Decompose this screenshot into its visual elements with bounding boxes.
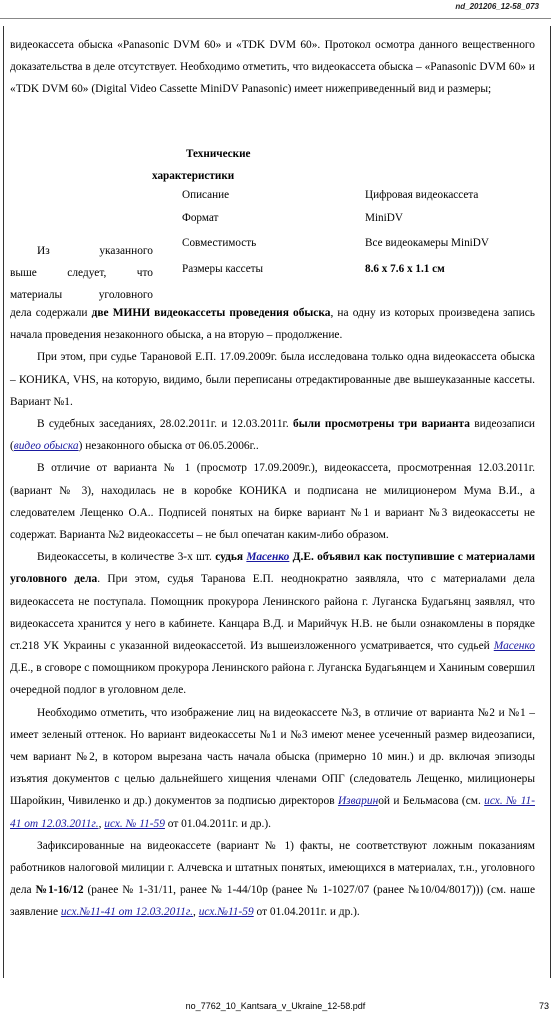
paragraph-3: При этом, при судье Тарановой Е.П. 17.09.2009г. была исследована только одна видеокассета обыска – КОНИКА, VHS, на которую, видимо, были переписаны отредактированные две вышеуказанные кассеты. Вариант №1. [10, 351, 535, 408]
side-text: Из указанного выше следует, что материалы уголовного [10, 245, 153, 301]
spec-value-1: MiniDV [365, 212, 403, 224]
statement-11-59-link[interactable]: исх.№11-59 [198, 906, 254, 919]
specs-title-line1: Технические [186, 148, 251, 160]
spec-value-0: Цифровая видеокассета [365, 189, 479, 201]
spec-value-3: 8.6 x 7.6 x 1.1 см [365, 263, 445, 275]
spec-value-2: Все видеокамеры MiniDV [365, 237, 489, 249]
specs-title-line2: характеристики [152, 170, 235, 182]
paragraph-5: В отличие от варианта № 1 (просмотр 17.09.2009г.), видеокассета, просмотренная 12.03.2011г. (вариант № 3), находилась не в коробке КОНИКА и подписана не милиционером Мума В.И., а следователем Лещенко О.А.. Подписей понятых на бирке вариант №1 и вариант №3 видеокассеты не содержат. Варианта №2 видеокассеты – не был опечатан каким-либо образом. [10, 462, 535, 542]
spec-label-0: Описание [182, 189, 230, 201]
page-number: 73 [538, 1001, 549, 1011]
paragraph-6: Видеокассеты, в количестве 3-х шт. судья Масенко Д.Е. объявил как поступившие с материалами уголовного дела. При этом, судья Таранова Е.П. неоднократно заявляла, что с материалами дела видеокассета не поступала. Помощник прокурора Ленинского района г. Луганска Будагьянц заявлял, что видеокассета хранится у него в кабинете. Канцара В.Д. и Марийчук Н.В. не были ознакомлены в порядке ст.218 УК Украины с указанной видеокассетой. Из вышеизложенного усматривается, что судьей Масенко Д.Е., в сговоре с помощником прокурора Ленинского района г. Луганска Будагьянцем и Ханиным совершил очередной подлог в уголовном деле. [10, 551, 536, 697]
paragraph-1: видеокассета обыска «Panasonic DVM 60» и «TDK DVM 60». Протокол осмотра данного вещественного доказательства в деле отсутствует. Необходимо отметить, что видеокассета обыска – «Panasonic DVM 60» и «TDK DVM 60» (Digital Video Cassette MiniDV Panasonic) имеет нижеприведенный вид и размеры; [10, 39, 535, 96]
paragraph-2: дела содержали две МИНИ видеокассеты проведения обыска, на одну из которых произведена запись начала проведения незаконного обыска, а на вторую – продолжение. [10, 307, 535, 342]
spec-label-2: Совместимость [182, 237, 257, 249]
spec-label-1: Формат [182, 212, 219, 224]
statement-11-41-link[interactable]: исх.№11-41 от 12.03.2011г. [60, 906, 194, 919]
header-divider [0, 18, 551, 19]
video-search-link[interactable]: видео обыска [13, 440, 79, 453]
masenko-link-2[interactable]: Масенко [493, 640, 535, 653]
page-text-main [10, 302, 535, 924]
ref-11-59-link[interactable]: исх. № 11-59 [104, 817, 165, 830]
spec-label-3: Размеры кассеты [182, 263, 264, 275]
page-text-top [10, 34, 535, 101]
footer-filename: no_7762_10_Kantsara_v_Ukraine_12-58.pdf [185, 1001, 366, 1011]
specs-title [152, 143, 356, 187]
masenko-link-1[interactable]: Масенко [246, 551, 290, 564]
document-code: nd_201206_12-58_073 [455, 2, 539, 11]
paragraph-4: В судебных заседаниях, 28.02.2011г. и 12.03.2011г. были просмотрены три варианта видеозаписи (видео обыска) незаконного обыска от 06.05.2006г.. [10, 418, 535, 453]
paragraph-7: Необходимо отметить, что изображение лиц на видеокассете №3, в отличие от варианта №2 и №1 – имеет зеленый оттенок. Но вариант видеокассеты №1 и №3 имеют менее усеченный размер видеозаписи, чем вариант №2, в котором вырезана часть начала обыска (примерно 10 мин.) и др. включая эпизоды изъятия документов с целью дальнейшего хищения членами ОПГ (следователь Лещенко, милиционеры Шаройкин, Чивиленко и др.) документов за подписью директоров Извариной и Бельмасова (см. исх. № 11-41 от 12.03.2011г., исх. № 11-59 от 01.04.2011г. и др.). [10, 706, 535, 830]
ref-11-41-link[interactable]: исх. № 11-41 от 12.03.2011г. [10, 795, 535, 830]
paragraph-8: Зафиксированные на видеокассете (вариант № 1) факты, не соответствуют ложным показаниям работников налоговой милиции г. Алчевска и штатных понятых, имеющихся в материалах, т.н., уголовного дела №1-16/12 (ранее № 1-31/11, ранее № 1-44/10р (ранее № 1-1027/07 (ранее №10/04/8017))) (см. наше заявление исх.№11-41 от 12.03.2011г., исх.№11-59 от 01.04.2011г. и др.). [10, 839, 535, 919]
izvarin-link[interactable]: Изварин [337, 795, 379, 808]
